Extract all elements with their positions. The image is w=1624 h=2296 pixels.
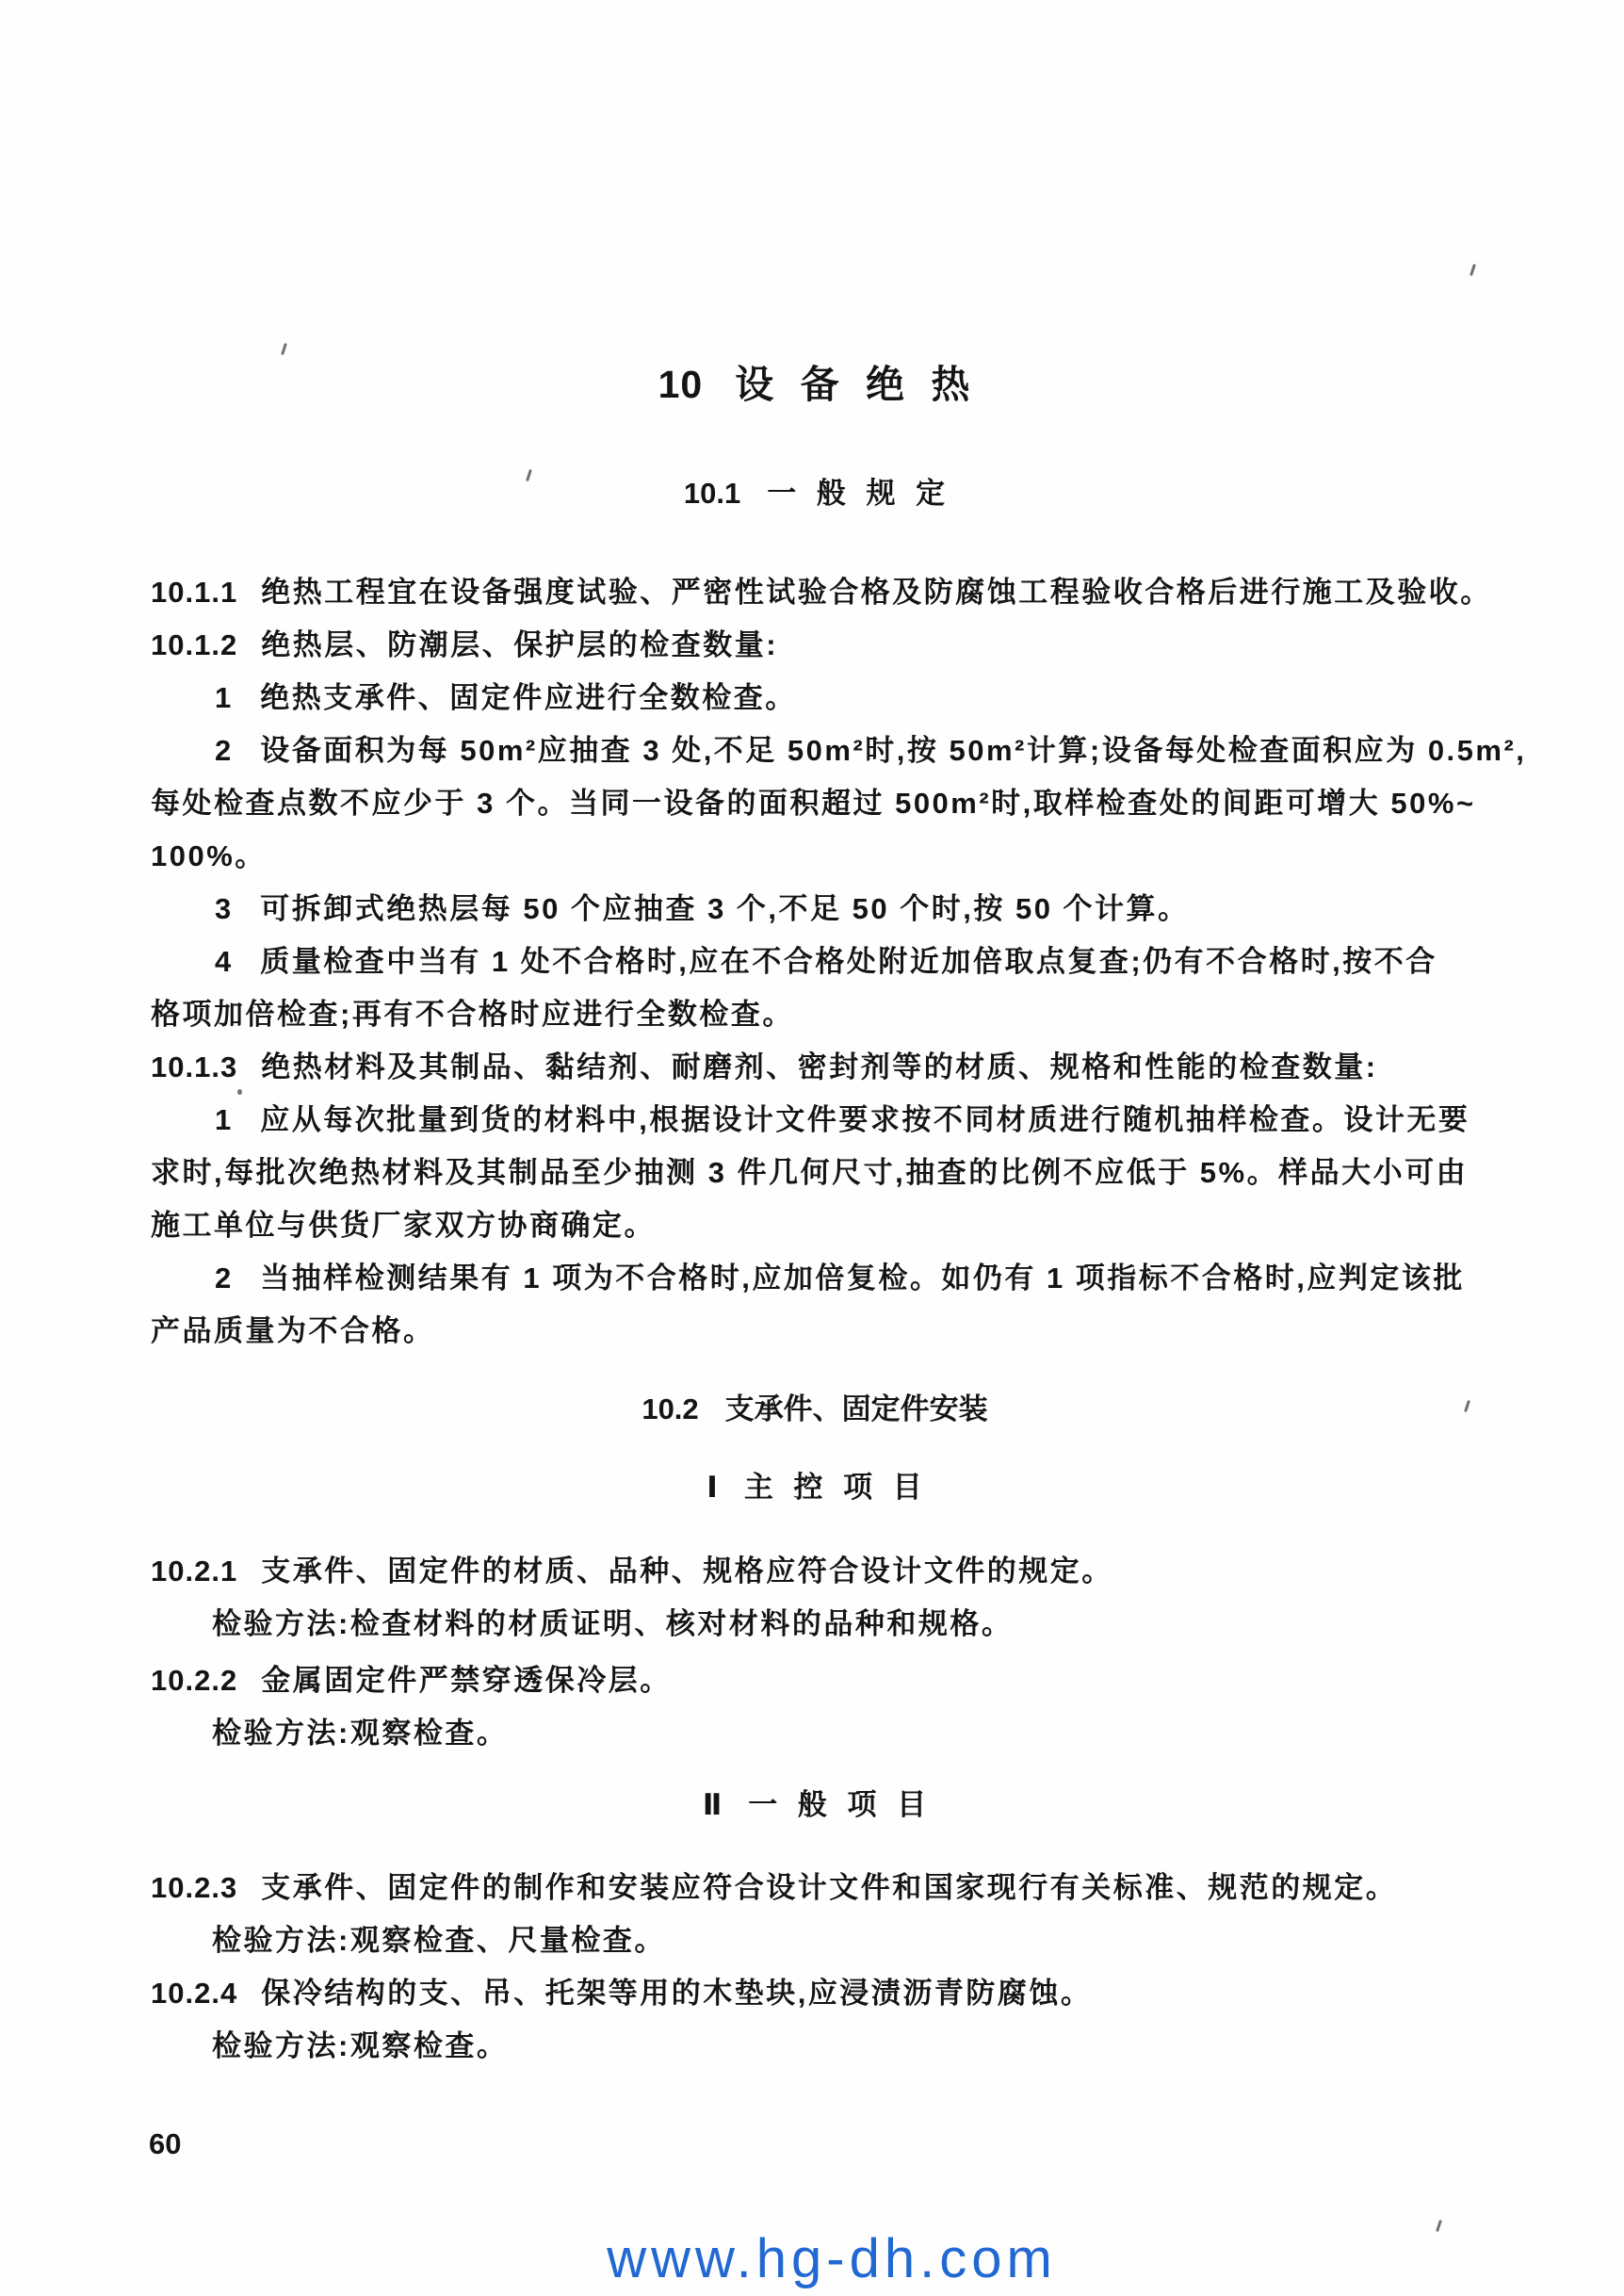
list-item-4 <box>151 936 1479 988</box>
chapter-title-text: 设 备 绝 热 <box>735 363 972 406</box>
item-text: 应从每次批量到货的材料中,根据设计文件要求按不同材质进行随机抽样检查。设计无要 <box>260 1103 1470 1136</box>
clause-text: 保冷结构的支、吊、托架等用的木垫块,应浸渍沥青防腐蚀。 <box>261 1977 1093 2010</box>
method-text: 检验方法:检查材料的材质证明、核对材料的品种和规格。 <box>212 1607 1014 1640</box>
item-text: 100%。 <box>151 839 267 872</box>
item-number: 1 <box>215 1103 233 1136</box>
clause-number: 10.1.3 <box>151 1050 238 1083</box>
inspection-method-line <box>151 1914 1479 1967</box>
clause-group-10-2-4 <box>151 1967 1479 2073</box>
clause-10-2-4 <box>151 1967 1479 2020</box>
clause-10-2-3 <box>151 1862 1479 1914</box>
scan-speck <box>237 1089 242 1095</box>
item-number: 2 <box>215 1262 233 1295</box>
clause-number: 10.2.2 <box>151 1664 238 1697</box>
roman-numeral-1: Ⅰ <box>706 1471 718 1504</box>
list-item-2 <box>151 725 1527 777</box>
page-number: 60 <box>149 2127 182 2160</box>
subsection-heading-general-items <box>151 1786 1479 1824</box>
list-item-2-cont <box>151 1305 1479 1358</box>
item-text: 质量检查中当有 1 处不合格时,应在不合格处附近加倍取点复查;仍有不合格时,按不合 <box>260 945 1437 978</box>
list-item-1 <box>151 672 1479 725</box>
clause-text: 金属固定件严禁穿透保冷层。 <box>261 1664 672 1697</box>
section-number: 10.2 <box>641 1392 699 1425</box>
inspection-method-line <box>151 1707 1479 1760</box>
clause-10-1-1 <box>151 566 1492 619</box>
section-label: 一 般 规 定 <box>767 477 947 510</box>
chapter-title <box>151 0 1479 408</box>
item-text: 设备面积为每 50m²应抽查 3 处,不足 50m²时,按 50m²计算;设备每处检查面积应为 0.5m², <box>260 734 1527 767</box>
clause-10-2-2 <box>151 1654 1479 1707</box>
clause-text: 支承件、固定件的制作和安装应符合设计文件和国家现行有关标准、规范的规定。 <box>261 1871 1398 1904</box>
list-item-1-cont <box>151 1147 1479 1199</box>
clause-group-10-2-3 <box>151 1862 1479 1967</box>
item-text: 绝热支承件、固定件应进行全数检查。 <box>260 681 797 714</box>
list-item-1 <box>151 1094 1479 1147</box>
item-number: 1 <box>215 681 233 714</box>
watermark-url: www.hg-dh.com <box>607 2228 1057 2289</box>
method-text: 检验方法:观察检查、尺量检查。 <box>212 1924 666 1957</box>
item-text: 求时,每批次绝热材料及其制品至少抽测 3 件几何尺寸,抽查的比例不应低于 5%。样品大小可由 <box>151 1156 1469 1189</box>
clause-number: 10.1.2 <box>151 628 238 661</box>
section-10-1-body <box>151 566 1527 1358</box>
list-item-2 <box>151 1252 1479 1305</box>
clause-number: 10.2.1 <box>151 1555 238 1588</box>
list-item-3 <box>151 883 1479 936</box>
subsection-label: 一 般 项 目 <box>748 1788 928 1821</box>
subsection-heading-main-control <box>151 1469 1479 1506</box>
method-text: 检验方法:观察检查。 <box>212 2029 509 2062</box>
item-text: 施工单位与供货厂家双方协商确定。 <box>151 1209 656 1242</box>
clause-number: 10.2.4 <box>151 1977 238 2010</box>
list-item-4-cont <box>151 988 1479 1041</box>
inspection-method-line <box>151 1598 1479 1651</box>
item-text: 格项加倍检查;再有不合格时应进行全数检查。 <box>151 998 794 1031</box>
section-number: 10.1 <box>683 477 741 510</box>
clause-number: 10.1.1 <box>151 576 238 609</box>
inspection-method-line <box>151 2020 1479 2073</box>
clause-10-1-2 <box>151 619 1479 672</box>
list-item-2-cont <box>151 777 1479 830</box>
clause-10-2-1 <box>151 1545 1479 1598</box>
item-text: 可拆卸式绝热层每 50 个应抽查 3 个,不足 50 个时,按 50 个计算。 <box>260 892 1190 925</box>
item-text: 当抽样检测结果有 1 项为不合格时,应加倍复检。如仍有 1 项指标不合格时,应判定该批 <box>260 1262 1465 1295</box>
item-number: 3 <box>215 892 233 925</box>
item-text: 每处检查点数不应少于 3 个。当同一设备的面积超过 500m²时,取样检查处的间距可增大 50%~ <box>151 787 1476 820</box>
subsection-label: 主 控 项 目 <box>743 1471 923 1504</box>
clause-text: 支承件、固定件的材质、品种、规格应符合设计文件的规定。 <box>261 1555 1113 1588</box>
section-label: 支承件、固定件安装 <box>724 1392 988 1425</box>
roman-numeral-2: Ⅱ <box>702 1788 723 1821</box>
section-heading-10-2 <box>151 1391 1479 1428</box>
list-item-1-cont <box>151 1199 1479 1252</box>
clause-text: 绝热层、防潮层、保护层的检查数量: <box>261 628 779 661</box>
clause-text: 绝热工程宜在设备强度试验、严密性试验合格及防腐蚀工程验收合格后进行施工及验收。 <box>261 576 1492 609</box>
method-text: 检验方法:观察检查。 <box>212 1717 509 1750</box>
clause-group-10-2-2 <box>151 1654 1479 1760</box>
list-item-2-cont <box>151 830 1479 883</box>
clause-text: 绝热材料及其制品、黏结剂、耐磨剂、密封剂等的材质、规格和性能的检查数量: <box>261 1050 1378 1083</box>
item-number: 4 <box>215 945 233 978</box>
chapter-number: 10 <box>658 363 704 406</box>
clause-group-10-2-1 <box>151 1545 1479 1651</box>
item-text: 产品质量为不合格。 <box>151 1314 435 1347</box>
item-number: 2 <box>215 734 233 767</box>
section-heading-10-1 <box>151 475 1479 513</box>
clause-10-1-3 <box>151 1041 1479 1094</box>
clause-number: 10.2.3 <box>151 1871 238 1904</box>
